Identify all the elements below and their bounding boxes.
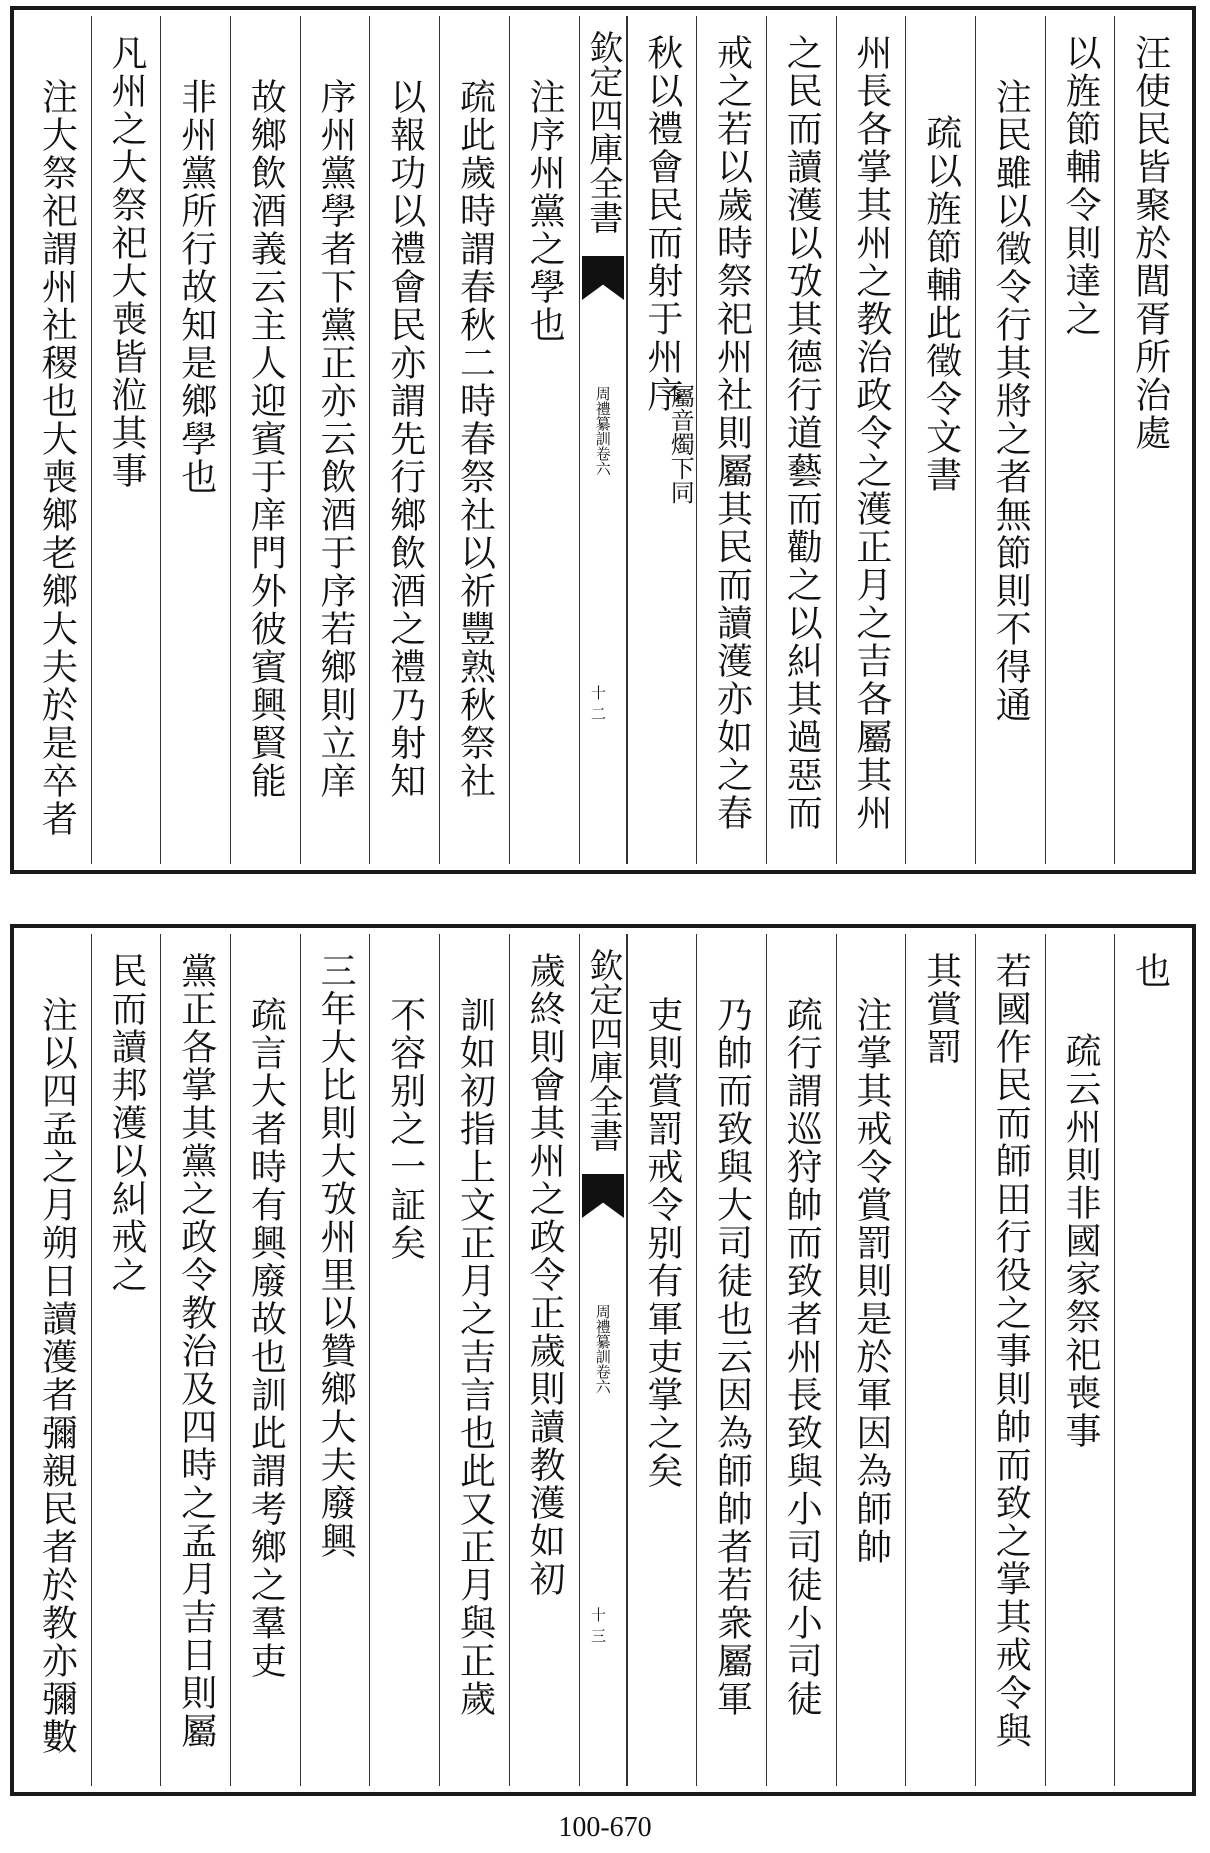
upper-columns: [22, 16, 1184, 864]
upper-col-11: [369, 16, 439, 864]
fish-tail-mark: [582, 1174, 624, 1218]
text-column: 疏言大者時有興廢故也訓此謂考鄉之羣吏: [245, 996, 287, 1680]
lower-col-3: [975, 934, 1045, 1786]
text-column: 吏則賞罰戒令别有軍吏掌之矣: [641, 996, 683, 1490]
text-column: 故鄉飲酒義云主人迎賓于庠門外彼賓興賢能: [245, 78, 287, 800]
text-column: 疏此歲時謂春秋二時春祭社以祈豐熟秋祭社: [454, 78, 496, 800]
book-title: 欽定四庫全書: [582, 948, 623, 1152]
upper-col-15: [91, 16, 161, 864]
lower-center-strip: [579, 934, 627, 1786]
lower-col-13: [230, 934, 300, 1786]
text-column: 州長各掌其州之教治政令之濩正月之吉各屬其州: [850, 34, 892, 832]
upper-col-2: [1045, 16, 1115, 864]
text-column: 疏行謂巡狩帥而致者州長致與小司徒小司徒: [781, 996, 823, 1718]
text-column: 凡州之大祭祀大喪皆涖其事: [106, 34, 148, 490]
upper-col-12: [300, 16, 370, 864]
text-column: 注大祭祀謂州社稷也大喪鄉老鄉大夫於是卒者: [36, 78, 78, 838]
lower-col-2: [1045, 934, 1115, 1786]
text-column: 歲終則會其州之政令正歲則讀教濩如初: [524, 952, 566, 1598]
upper-col-6: [766, 16, 836, 864]
lower-col-5: [836, 934, 906, 1786]
lower-col-11: [369, 934, 439, 1786]
text-column: 秋以禮會民而射于州序: [641, 34, 683, 414]
upper-page: [10, 6, 1196, 874]
lower-col-14: [160, 934, 230, 1786]
upper-col-7: [696, 16, 766, 864]
text-column: 不容别之一証矣: [384, 996, 426, 1262]
text-column: 注掌其戒令賞罰則是於軍因為師帥: [850, 996, 892, 1566]
text-column: 以旌節輔令則達之: [1059, 34, 1101, 338]
text-column: 汪使民皆聚於閭胥所治處: [1129, 34, 1171, 452]
text-column: 若國作民而師田行役之事則帥而致之掌其戒令與: [990, 952, 1032, 1750]
lower-col-8: [627, 934, 697, 1786]
lower-col-10: [439, 934, 509, 1786]
upper-col-10: [439, 16, 509, 864]
page-number: 十二: [591, 684, 607, 723]
text-column: 民而讀邦濩以糾戒之: [106, 952, 148, 1294]
text-column: 也: [1129, 952, 1171, 990]
lower-col-9: [509, 934, 579, 1786]
upper-col-8: [627, 16, 697, 864]
upper-center-strip: [579, 16, 627, 864]
upper-col-1: [1114, 16, 1184, 864]
text-column: 序州黨學者下黨正亦云飲酒于序若鄉則立庠: [315, 78, 357, 800]
upper-col-9: [509, 16, 579, 864]
text-column: 其賞罰: [920, 952, 962, 1066]
upper-col-16: [22, 16, 91, 864]
text-column: 三年大比則大攷州里以贊鄉大夫廢興: [315, 952, 357, 1560]
lower-col-15: [91, 934, 161, 1786]
book-subtitle: 周禮纂訓卷六: [593, 386, 612, 476]
text-column: 疏云州則非國家祭祀喪事: [1059, 1032, 1101, 1450]
lower-columns: [22, 934, 1184, 1786]
lower-page: [10, 924, 1196, 1796]
text-column: 戒之若以歲時祭祀州社則屬其民而讀濩亦如之春: [711, 34, 753, 832]
text-column: 訓如初指上文正月之吉言也此又正月與正歲: [454, 996, 496, 1718]
lower-col-7: [696, 934, 766, 1786]
small-note: 屬音燭下同: [666, 384, 695, 504]
text-column: 乃帥而致與大司徒也云因為師帥者若衆屬軍: [711, 996, 753, 1718]
upper-col-14: [160, 16, 230, 864]
upper-col-4: [905, 16, 975, 864]
upper-col-5: [836, 16, 906, 864]
book-title: 欽定四庫全書: [582, 30, 623, 234]
book-subtitle: 周禮纂訓卷六: [593, 1304, 612, 1394]
page-number: 十三: [591, 1606, 607, 1645]
lower-col-1: [1114, 934, 1184, 1786]
text-column: 注民雖以徵令行其將之者無節則不得通: [990, 78, 1032, 724]
text-column: 疏以旌節輔此徵令文書: [920, 114, 962, 494]
upper-col-13: [230, 16, 300, 864]
lower-col-16: [22, 934, 91, 1786]
lower-col-12: [300, 934, 370, 1786]
lower-col-6: [766, 934, 836, 1786]
text-column: 以報功以禮會民亦謂先行鄉飲酒之禮乃射知: [384, 78, 426, 800]
text-column: 注序州黨之學也: [524, 78, 566, 344]
text-column: 之民而讀濩以攷其德行道藝而勸之以糾其過惡而: [781, 34, 823, 832]
text-column: 非州黨所行故知是鄉學也: [175, 78, 217, 496]
text-column: 注以四孟之月朔日讀濩者彌親民者於教亦彌數: [36, 996, 78, 1756]
upper-col-3: [975, 16, 1045, 864]
text-column: 黨正各掌其黨之政令教治及四時之孟月吉日則屬: [175, 952, 217, 1750]
lower-col-4: [905, 934, 975, 1786]
fish-tail-mark: [582, 256, 624, 300]
page-footer-number: 100-670: [558, 1812, 652, 1843]
